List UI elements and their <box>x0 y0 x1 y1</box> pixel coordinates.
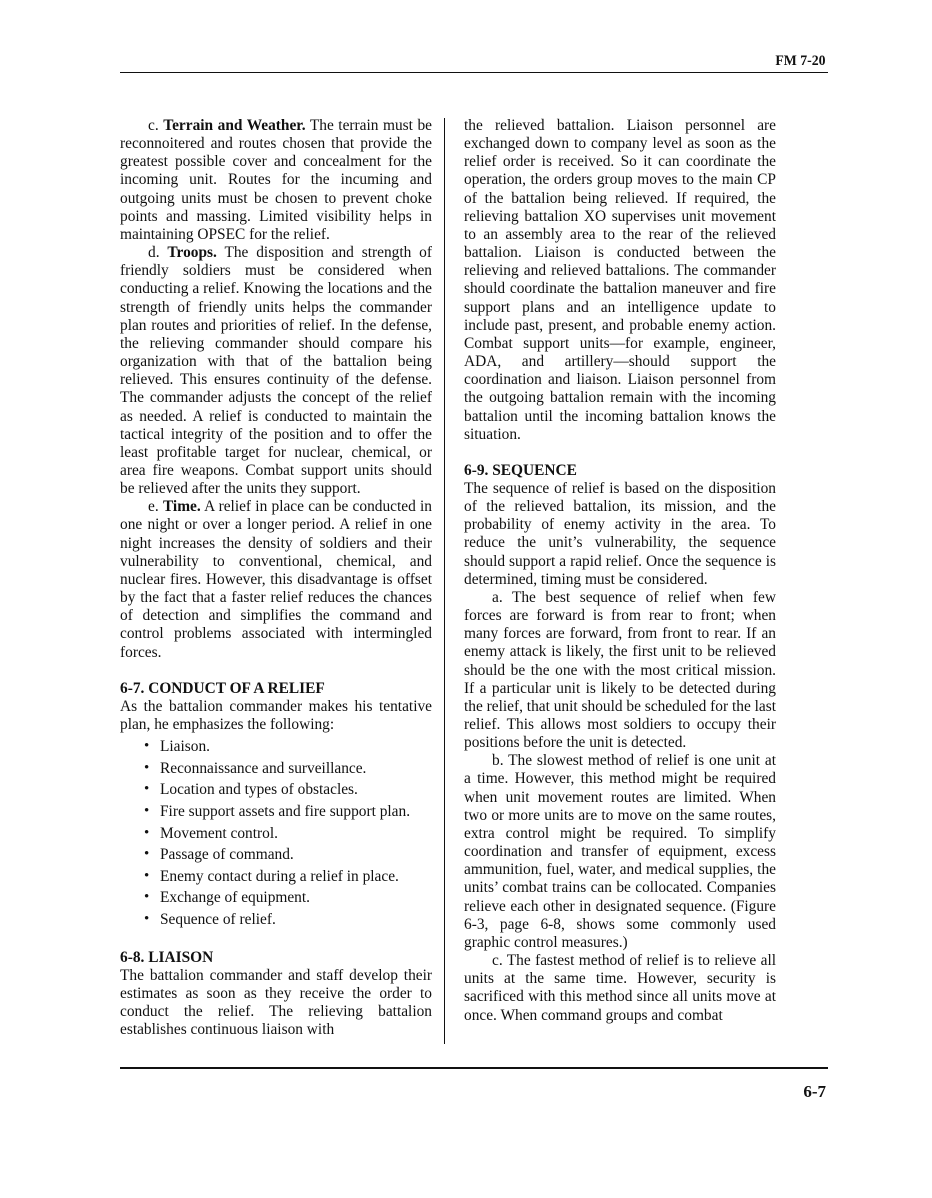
list-item: • Sequence of relief. <box>120 909 432 931</box>
list-item: • Fire support assets and fire support plan. <box>120 801 432 823</box>
bullet-icon: • <box>144 889 150 906</box>
section-heading-liaison: 6-8. LIAISON <box>120 948 214 966</box>
paragraph-body: The disposition and strength of friendly soldiers must be considered when conducting a relief. Knowing the locations and the strength of friendly units helps the commander plan routes and priorities of relief. In the defense, the relieving commander should compare his organization with that of the battalion being relieved. This ensures continuity of the defense. The commander adjusts the concept of the relief as needed. A relief is conducted to maintain the tactical integrity of the position and to offer the least profitable target for nuclear, chemical, or area fire weapons. Combat support units should be relieved after the units they support. <box>120 244 432 498</box>
section-heading-sequence: 6-9. SEQUENCE <box>464 461 577 479</box>
liaison-paragraph: The battalion commander and staff develop their estimates as soon as they receive the order to conduct the relief. The relieving battalion establishes continuous liaison with <box>120 966 432 1039</box>
footer-rule <box>120 1067 828 1069</box>
run-in-heading-time: Time. <box>162 498 201 516</box>
bullet-icon: • <box>144 781 150 798</box>
header-rule <box>120 72 828 73</box>
list-item: • Movement control. <box>120 823 432 845</box>
run-in-heading-troops: Troops. <box>167 244 217 262</box>
right-column <box>464 117 776 1025</box>
run-in-heading-terrain: Terrain and Weather. <box>163 117 306 134</box>
para-label: e. <box>148 498 159 516</box>
bullet-list <box>120 736 432 930</box>
bullet-icon: • <box>144 846 150 863</box>
paragraph-body: The terrain must be reconnoitered and routes chosen that provide the greatest possible cover and concealment for the incoming unit. Routes for the incuming and outgoing units must be chosen to prevent choke points and massing. Limited visibility helps in maintaining OPSEC for the relief. <box>120 117 432 243</box>
paragraph-terrain-weather <box>120 117 432 244</box>
paragraph-sequence-c: c. The fastest method of relief is to relieve all units at the same time. However, security is sacrificed with this method since all units move at once. When command groups and combat <box>464 952 776 1024</box>
list-item: • Passage of command. <box>120 844 432 866</box>
column-divider <box>444 118 445 1044</box>
bullet-icon: • <box>144 759 150 776</box>
para-label: d. <box>148 244 160 262</box>
section-intro: As the battalion commander makes his tentative plan, he emphasizes the following: <box>120 697 432 733</box>
list-item: • Liaison. <box>120 736 432 758</box>
manual-id: FM 7-20 <box>775 53 826 69</box>
para-label: c. <box>148 117 159 134</box>
paragraph-time <box>120 498 432 661</box>
bullet-icon: • <box>144 867 150 884</box>
paragraph-sequence-a: a. The best sequence of relief when few forces are forward is from rear to front; when many forces are forward, from front to rear. If an enemy attack is likely, the first unit to be relieved should be the one with the most critical mission. If a particular unit is likely to be detected during the relief, that unit should be scheduled for the last relief. This allows most soldiers to occupy their positions before the unit is detected. <box>464 588 776 752</box>
bullet-icon: • <box>144 824 150 841</box>
liaison-paragraph-continued: the relieved battalion. Liaison personnel are exchanged down to company level as soon as the relief order is received. So it can coordinate the operation, the orders group moves to the main CP of the battalion being relieved. If required, the relieving battalion XO supervises unit movement to an assembly area to the rear of the relieved battalion. Liaison is conducted between the relieving and relieved battalions. The commander should coordinate the battalion maneuver and fire support plans and an intelligence update to include past, present, and probable enemy action. Combat support units—for example, engineer, ADA, and artillery—should support the coordination and liaison. Liaison personnel from the outgoing battalion remain with the incoming battalion until the incoming battalion knows the situation. <box>464 117 776 443</box>
paragraph-body: A relief in place can be conducted in one night or over a longer period. A relief in one night increases the density of soldiers and their vulnerability to conventional, chemical, and nuclear fires. However, this disadvantage is offset by the fact that a faster relief reduces the chances of detection and simplifies the command and control problems associated with intermingled forces. <box>120 498 433 661</box>
bullet-icon: • <box>144 802 150 819</box>
list-item: • Exchange of equipment. <box>120 887 432 909</box>
page-number: 6-7 <box>803 1082 826 1101</box>
list-item: • Reconnaissance and surveillance. <box>120 758 432 780</box>
paragraph-sequence-b: b. The slowest method of relief is one unit at a time. However, this method might be required when unit movement routes are limited. When two or more units are to move on the same routes, extra control might be required. To simplify coordination and transfer of equipment, excess ammunition, fuel, water, and medical supplies, the units’ combat trains can be collocated. Companies relieve each other in designated sequence. (Figure 6-3, page 6-8, shows some commonly used graphic control measures.) <box>464 752 776 951</box>
bullet-icon: • <box>144 910 150 927</box>
list-item: • Location and types of obstacles. <box>120 779 432 801</box>
paragraph-troops <box>120 244 432 498</box>
list-item: • Enemy contact during a relief in place. <box>120 866 432 888</box>
bullet-icon: • <box>144 738 150 755</box>
sequence-intro: The sequence of relief is based on the disposition of the relieved battalion, its mission, and the probability of enemy activity in the area. To reduce the unit’s vulnerability, the sequence should support a rapid relief. Once the sequence is determined, timing must be considered. <box>464 479 776 588</box>
section-heading-conduct-of-relief: 6-7. CONDUCT OF A RELIEF <box>120 679 325 697</box>
left-column <box>120 117 432 1039</box>
